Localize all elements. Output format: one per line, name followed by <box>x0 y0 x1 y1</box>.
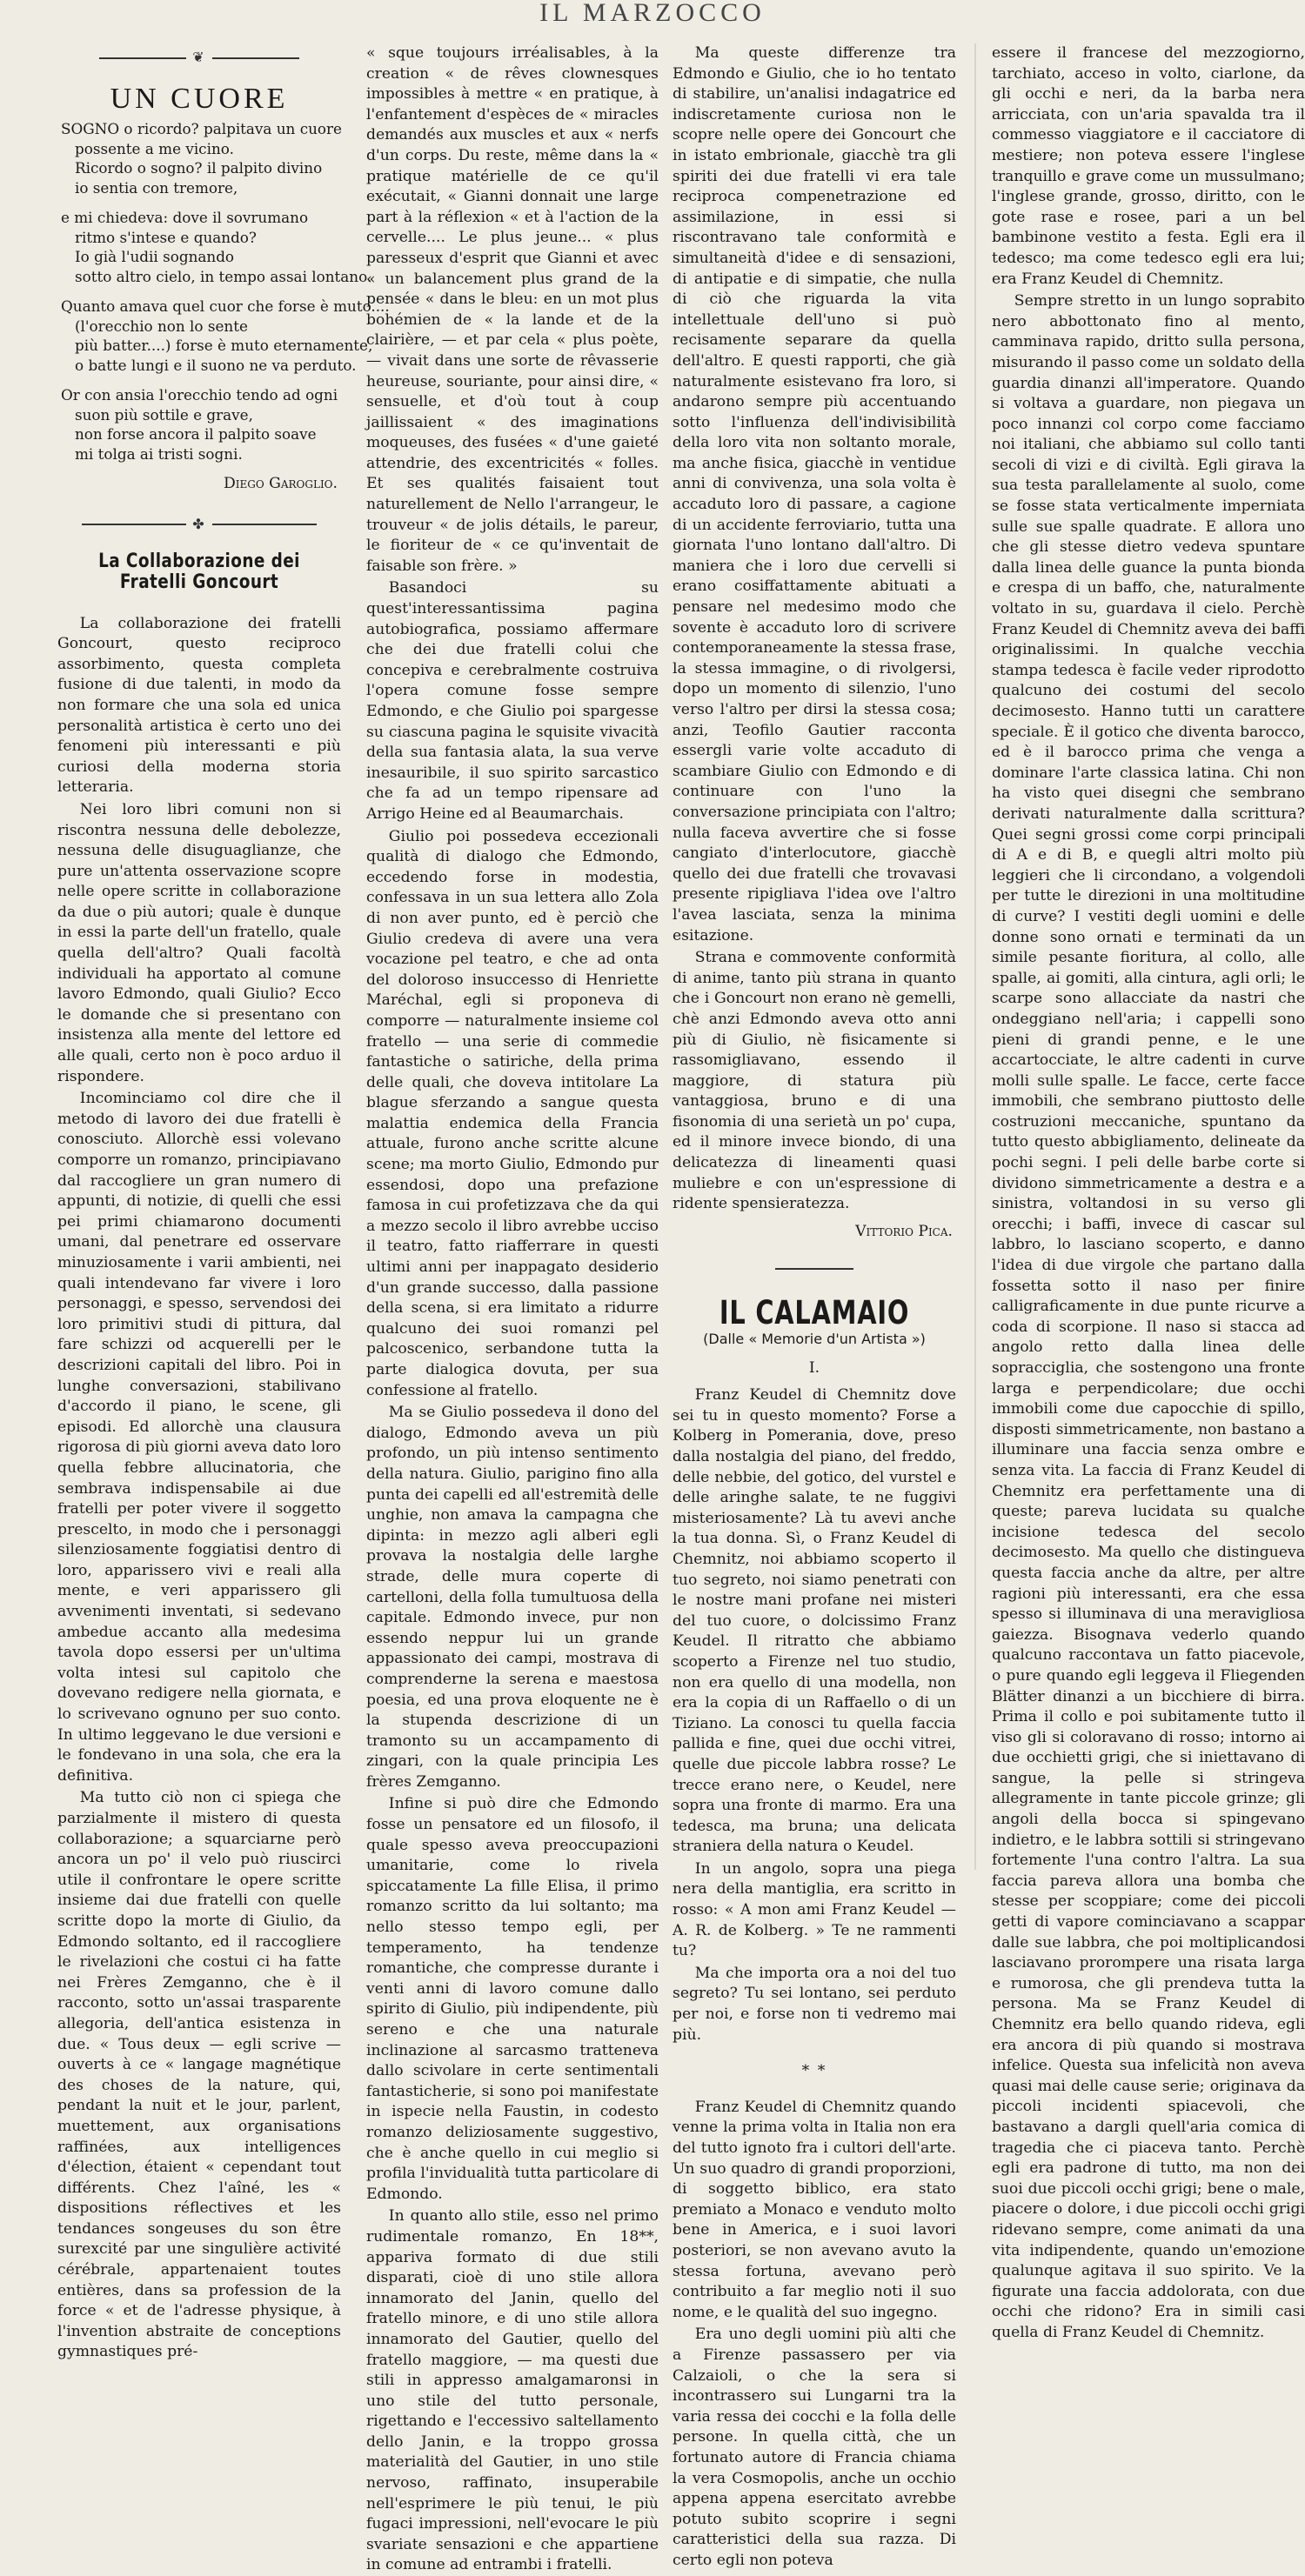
paragraph: La collaborazione dei fratelli Goncourt, questo reciproco assorbimento, questa completa fusione di due talenti, in modo da non formare che una sola ed unica personalità artistica è certo uno dei fenomeni più interessanti e più curiosi della moderna storia letteraria. <box>57 614 341 797</box>
section-rule <box>775 1268 853 1270</box>
top-ornament: ❦ <box>57 47 341 68</box>
paragraph: Strana e commovente conformità di anime, tanto più strana in quanto che i Goncourt non erano nè gemelli, chè anzi Edmondo aveva otto anni più di Giulio, nè fisicamente si rassomigliavano, essendo il maggiore, di statura più vantaggiosa, bruno e di una fisonomia di una serietà un po' cupa, ed il minore invece biondo, di una delicatezza di lineamenti quasi muliebre e con un'espressione di ridente spensieratezza. <box>673 949 956 1213</box>
poem-title: UN CUORE <box>110 82 289 115</box>
article-title: La Collaborazione dei Fratelli Goncourt <box>98 550 300 593</box>
divider-ornament: ✤ <box>57 514 341 535</box>
paragraph: Sempre stretto in un lungo soprabito nero abbottonato fino al mento, camminava rapido, dritto sulla persona, misurando il passo come un soldato della guardia dinanzi all'imperatore. Quando si voltava a guardare, non piegava un poco innanzi col corpo come facciamo noi italiani, che abbiamo sul collo tanti secoli di vizi e di civiltà. Egli girava la sua testa parallelamente al suolo, come se fosse stata verticalmente imperniata sulle sue spalle quadrate. E allora uno che gli stesse dietro vedeva spuntare dalla linea delle guance la punta bionda e crespa di un baffo, che, naturalmente voltato in su, guardava il cielo. Perchè Franz Keudel di Chemnitz aveva dei baffi originalissimi. In qualche vecchia stampa tedesca è facile veder riprodotto qualcuno dei costumi del secolo decimosesto. Hanno tutti un carattere speciale. È il gotico che diventa barocco, ed è il barocco prima che venga a dominare l'arte classica latina. Chi non ha visto quei disegni che sembrano derivati naturalmente dalla scrittura? Quei segni grossi come corpi principali di A e di B, e quegli altri molto più leggieri che li circondano, a volgendoli per tutte le direzioni in una moltitudine di curve? I vestiti degli uomini e delle donne sono ornati e terminati da un simile pesante fioritura, al collo, alle spalle, ai gomiti, alla cintura, agli orli; le scarpe sono allacciate da nastri che ondeggiano nell'aria; i cappelli sono pieni di grandi penne, e le une accartocciate, le altre cadenti in curve molli sulle spalle. Le facce, certe facce immobili, che sembrano piuttosto delle costruzioni meccaniche, spuntano da tutto questo abbigliamento, delineate da pochi segni. I peli delle barbe corte si dividono simmetricamente a destra e a sinistra, voltandosi in su verso gli orecchi; i baffi, invece di cascar sul labbro, lo lasciano scoperto, e danno l'idea di due virgole che partano dalla fossetta sotto il naso per finire calligraficamente in due punte ricurve a coda di scorpione. Il naso si stacca ad angolo retto dalla linea delle sopracciglia, che sostengono una fronte larga e perpendicolare; due occhi immobili come due capocchie di spillo, disposti simmetricamente, non bastano a illuminare una faccia senza ombre e senza vita. La faccia di Franz Keudel di Chemnitz era perfettamente una di queste; pareva lucidata su qualche incisione tedesca del secolo decimosesto. Ma quello che distingueva questa faccia anche da altre, per altre ragioni più interessanti, era che essa spesso si illuminava di una meravigliosa gaiezza. Bisognava vederlo quando qualcuno raccontava un fatto piacevole, o pure quando egli leggeva il Fliegenden Blätter dinanzi a un bicchiere di birra. Prima il collo e poi subitamente tutto il viso gli si coloravano di rosso; intorno ai due occhietti grigi, che si iniettavano di sangue, la pelle si stringeva allegramente in tante piccole grinze; gli angoli della bocca si spingevano indietro, e le labbra sottili si stringevano fortemente l'una contro l'altra. La sua faccia pareva allora una bomba che stesse per scoppiare; come dei piccoli getti di vapore cominciavano a scappar dalle sue labbra, che poi moltiplicandosi lasciavano prorompere una risata larga e rumorosa, che gli prendeva tutta la persona. Ma se Franz Keudel di Chemnitz era bello quando rideva, egli era ancora di più quando si mostrava infelice. Questa sua infelicità non aveva quasi mai delle cause serie; originava da piccoli incidenti spiacevoli, che bastavano a dargli quell'aria comica di tragedia che ci piaceva tanto. Perchè egli era padrone di tutto, ma non dei suoi due piccoli occhi grigi; bene o male, piacere o dolore, i due piccoli occhi grigi ridevano sempre, come animati da una vita indipendente, quando un'emozione qualunque agitava il suo spirito. Ve la figurate una faccia addolorata, con due occhi che ridono? Era in simili casi quella di Franz Keudel di Chemnitz. <box>992 292 1305 2341</box>
paragraph: Franz Keudel di Chemnitz dove sei tu in questo momento? Forse a Kolberg in Pomerania, dove, preso dalla nostalgia del piano, del freddo, delle nebbie, del gotico, del vurstel e delle aringhe salate, te ne fuggivi misteriosamente? Là tu avevi anche la tua donna. Sì, o Franz Keudel di Chemnitz, noi abbiamo scoperto il tuo segreto, noi siamo penetrati con le nostre mani profane nei misteri del tuo cuore, o dolcissimo Franz Keudel. Il ritratto che abbiamo scoperto a Firenze nel tuo studio, non era quello di una modella, non era la copia di un Raffaello o di un Tiziano. La conosci tu quella faccia pallida e fine, quei due occhi vitrei, quelle due piccole labbra rosse? Le trecce erano nere, o Keudel, nere sopra una fronte di marmo. Era una tedesca, ma bruna; una delicata straniera della natura o Keudel. <box>673 1386 956 1856</box>
paragraph: Giulio poi possedeva eccezionali qualità di dialogo che Edmondo, eccedendo forse in modestia, confessava in un sua lettera allo Zola di non aver punto, ed è perciò che Giulio credeva di avere una vera vocazione pel teatro, e che ad onta del doloroso insuccesso di Henriette Maréchal, egli si proponeva di comporre — naturalmente insieme col fratello — una serie di commedie fantastiche o satiriche, della prima delle quali, che doveva intitolare La blague sferzando a sangue questa malattia endemica della Francia attuale, furono anche scritte alcune scene; ma morto Giulio, Edmondo pur essendosi, dopo una prefazione famosa in cui profetizzava che da qui a mezzo secolo il libro avrebbe ucciso il teatro, fatto riafferrare in questi ultimi anni per inappagato desiderio d'un grande successo, dalla passione della scena, si era limitato a ridurre qualcuno dei suoi romanzi pel palcoscenico, serbandone tutta la parte dialogica dovuta, per sua confessione al fratello. <box>366 827 659 1399</box>
article-subtitle: (Dalle « Memorie d'un Artista ») <box>703 1331 926 1348</box>
article-title: IL CALAMAIO <box>719 1294 910 1332</box>
column-2 <box>366 43 659 2574</box>
section-number: I. <box>808 1358 820 1377</box>
poem-stanza: SOGNO o ricordo? palpitava un cuore possente a me vicino. Ricordo o sogno? il palpito divino io sentia con tremore, <box>61 120 342 197</box>
column-3 <box>673 43 956 2569</box>
paragraph: Franz Keudel di Chemnitz quando venne la prima volta in Italia non era del tutto ignoto fra i cultori dell'arte. Un suo quadro di grandi proporzioni, di soggetto biblico, era stato premiato a Monaco e venduto molto bene in America, e i suoi lavori posteriori, se non avevano avuto la stessa fortuna, avevano però contribuito a far meglio noti il suo nome, e le qualità del suo ingegno. <box>673 2098 956 2321</box>
paragraph: « sque toujours irréalisables, à la creation « de rêves clownesques impossibles à mettre « en pratique, à l'enfantement d'espèces de « miracles demandés aux muscles et aux « nerfs d'un corps. Du reste, même dans la « pratique matérielle de ce qu'il exécutait, « Gianni donnait une large part à la réflexion « et à l'action de la cervelle.... Le plus jeune... « plus paresseux d'esprit que Gianni et avec « un balancement plus grand de la pensée « dans le bleu: en un mot plus bohémien de « la lande et de la clairière, — et par cela « plus poète, — vivait dans une sorte de rêvasserie heureuse, souriante, pour ainsi dire, « sensuelle, et d'où tout à coup jaillissaient « des imaginations moqueuses, des fusées « d'une gaieté attendrie, des excentricités « folles. Et ses qualités faisaient tout naturellement de Nello l'arrangeur, le trouveur « de jolis détails, le pareur, le fioriteur de « ce qu'inventait de faisable son frère. » <box>366 44 659 575</box>
paragraph: Infine si può dire che Edmondo fosse un pensatore ed un filosofo, il quale spesso aveva preoccupazioni umanitarie, come lo rivela spiccatamente La fille Elisa, il primo romanzo scritto da lui soltanto; ma nello stesso tempo egli, per temperamento, ha tendenze romantiche, che compresse durante i venti anni di lavoro comune dallo spirito di Giulio, più indipendente, più sereno e che una naturale inclinazione al sarcasmo tratteneva dallo scivolare in certe sentimentali fantasticherie, si sono poi manifestate in ispecie nella Faustin, in codesto romanzo deliziosamente suggestivo, che è anche quello in cui meglio si profila l'invidualità tutta particolare di Edmondo. <box>366 1795 659 2203</box>
paragraph: Incominciamo col dire che il metodo di lavoro dei due fratelli è conosciuto. Allorchè essi volevano comporre un romanzo, principiavano dal raccogliere un gran numero di appunti, di notizie, di quelli che essi pei primi chiamarono documenti umani, dal penetrare ed osservare minuziosamente i varii ambienti, nei quali intendevano far vivere i loro personaggi, e spesso, servendosi dei loro primitivi studi di pittura, dal fare schizzi od acquerelli per le descrizioni capitali del libro. Poi in lunghe conversazioni, stabilivano d'accordo il piano, le scene, gli episodi. Ed allorchè una clausura rigorosa di più giorni aveva dato loro quella febbre allucinatoria, che sembrava indispensabile ai due fratelli per poter vivere il soggetto prescelto, in modo che i personaggi silenziosamente foggiatisi dentro di loro, apparissero vivi e reali alla mente, e veri apparissero gli avvenimenti inventati, si sedevano ambedue accanto alla medesima tavola dopo essersi per un'ultima volta intesi sul capitolo che dovevano redigere nella giornata, e lo scrivevano ognuno per suo conto. In ultimo leggevano le due versioni e le fondevano in una sola, che era la definitiva. <box>57 1090 341 1785</box>
paragraph: essere il francese del mezzogiorno, tarchiato, acceso in volto, ciarlone, da gli occhi e neri, da la barba nera arricciata, con un'aria spavalda tra il commesso viaggiatore e il cacciatore di mestiere; non poteva essere l'inglese tranquillo e grave come un mussulmano; l'inglese grande, grosso, diritto, con le gote rase e rosee, pari a un bel bambinone vestito a festa. Egli era il tedesco; ma come tedesco egli era lui; era Franz Keudel di Chemnitz. <box>992 44 1305 288</box>
column-4 <box>992 43 1305 2341</box>
paragraph: Ma tutto ciò non ci spiega che parzialmente il mistero di questa collaborazione; a squarciarne però ancora un po' il velo può riuscirci utile il confrontare le opere scritte insieme dai due fratelli con quelle scritte dopo la morte di Giulio, da Edmondo soltanto, ed il raccogliere le rivelazioni che costui ci ha fatte nei Frères Zemganno, che è il racconto, sotto un'assai trasparente allegoria, dell'antica esistenza in due. « Tous deux — egli scrive — ouverts à ce « langage magnétique des choses de la nature, qui, pendant la nuit et le jour, parlent, muettement, aux organisations raffinées, aux intelligences d'élection, étaient « cependant tout différents. Chez l'aîné, les « dispositions réflectives et les tendances songeuses du son être surexcité par une singulière activité cérébrale, appartenaient toutes entières, dans sa profession de la force « et de l'adresse physique, à l'invention abstraite de conceptions gymnastiques pré- <box>57 1789 341 2361</box>
masthead: IL MARZOCCO <box>539 0 766 27</box>
poem-stanza: e mi chiedeva: dove il sovrumano ritmo s'intese e quando? Io già l'udii sognando sotto altro cielo, in tempo assai lontano. <box>61 209 372 285</box>
paragraph: Ma queste differenze tra Edmondo e Giulio, che io ho tentato di stabilire, un'analisi indagatrice ed indiscretamente curiosa non le scopre nelle opere dei Goncourt che in istato embrionale, giacchè tra gli spiriti dei due fratelli vi era tale reciproca compenetrazione ed assimilazione, in essi si riscontravano tale conformità e simultaneità d'idee e di sensazioni, di antipatie e di simpatie, che nulla di ciò che riguarda la vita intellettuale dell'uno si può recisamente separare da quella dell'altro. E questi rapporti, che già naturalmente esistevano fra loro, si andarono sempre più accentuando sotto l'influenza dell'indivisibilità della loro vita non soltanto morale, ma anche fisica, giacchè in ventidue anni di convivenza, una sola volta è accaduto loro di passare, a cagione di un accidente ferroviario, tutta una giornata l'uno lontano dall'altro. Di maniera che i loro due cervelli si erano cosiffattamente abituati a pensare nel medesimo modo che sovente è accaduto loro di scrivere contemporaneamente la stessa frase, la stessa immagine, o di rivolgersi, dopo un momento di silenzio, l'uno verso l'altro per dirsi la stessa cosa; anzi, Teofilo Gautier racconta essergli varie volte accaduto di scambiare Giulio con Edmondo e di continuare con l'uno la conversazione principiata con l'altro; nulla faceva avvertire che si fosse cangiato d'interlocutore, giacchè quello dei due fratelli che trovavasi presente ripigliava l'idea ove l'altro l'avea lasciata, senza la minima esitazione. <box>673 44 956 944</box>
paragraph: In quanto allo stile, esso nel primo rudimentale romanzo, En 18**, appariva formato di due stili disparati, cioè di uno stile allora innamorato del Janin, quello del fratello minore, e di uno stile allora innamorato del Gautier, quello del fratello maggiore, — ma questi due stili in appresso amalgamaronsi in uno stile del tutto personale, rigettando e l'eccessivo saltellamento dello Janin, e la troppo grossa materialità del Gautier, in uno stile nervoso, raffinato, insuperabile nell'esprimere le più tenui, le più fugaci impressioni, nell'evocare le più svariate sensazioni e che appartiene in comune ad entrambi i fratelli. <box>366 2207 659 2574</box>
paragraph: Basandoci su quest'interessantissima pagina autobiografica, possiamo affermare che dei due fratelli colui che concepiva e cerebralmente costruiva l'opera comune fosse sempre Edmondo, e che Giulio poi spargesse su ciascuna pagina le squisite vivacità della sua fantasia alata, la sua verve inesauribile, il suo spirito sarcastico che fa ad un tempo ripensare ad Arrigo Heine ed al Beaumarchais. <box>366 579 659 823</box>
paragraph: Ma che importa ora a noi del tuo segreto? Tu sei lontano, sei perduto per noi, e forse non ti vedremo mai più. <box>673 1964 956 2044</box>
paragraph: Era uno degli uomini più alti che a Firenze passassero per via Calzaioli, o che la sera si incontrassero sui Lungarni tra la varia ressa dei cocchi e la folla delle persone. In quella città, che un fortunato autore di Francia chiama la vera Cosmopolis, anche un occhio appena appena esercitato avrebbe potuto subito scoprire i segni caratteristici della sua razza. Di certo egli non poteva <box>673 2326 956 2569</box>
paragraph: In un angolo, sopra una piega nera della mantiglia, era scritto in rosso: « A mon ami Franz Keudel — A. R. de Kolberg. » Te ne rammenti tu? <box>673 1859 956 1960</box>
column-1 <box>57 43 390 2361</box>
paragraph: Ma se Giulio possedeva il dono del dialogo, Edmondo aveva un più profondo, un più intenso sentimento della natura. Giulio, parigino fino alla punta dei capelli ed all'estremità delle unghie, non amava la campagna che dipinta: in mezzo agli alberi egli provava la nostalgia delle larghe strade, delle mura coperte di cartelloni, della folla tumultuosa della capitale. Edmondo invece, pur non essendo neppur lui un grande appassionato dei campi, mostrava di comprenderne la serena e maestosa poesia, ed una prova eloquente ne è la stupenda descrizione di un tramonto su un accampamento di zingari, con la quale principia Les frères Zemganno. <box>366 1404 659 1791</box>
section-separator: * * <box>801 2062 827 2080</box>
paragraph: Nei loro libri comuni non si riscontra nessuna delle debolezze, nessuna delle disuguaglianze, che pure un'attenta osservazione scopre nelle opere scritte in collaborazione da due o più autori; quale è dunque in essi la parte dell'un fratello, quale quella dell'altro? Quali facoltà individuali ha apportato al comune lavoro Edmondo, quali Giulio? Ecco le domande che si presentano con insistenza alla mente del lettore ed alle quali, certo non è poco arduo il rispondere. <box>57 800 341 1085</box>
page-fold <box>974 43 976 1870</box>
article-author: Vittorio Pica. <box>855 1222 953 1240</box>
poem-stanza: Or con ansia l'orecchio tendo ad ogni suon più sottile e grave, non forse ancora il palpito soave mi tolga ai tristi sogni. <box>61 386 338 463</box>
poem-author: Diego Garoglio. <box>223 475 338 493</box>
poem-stanza: Quanto amava quel cuor che forse è muto.... (l'orecchio non lo sente più batter....) forse è muto eternamente, o batte lungi e il suono ne va perduto. <box>61 297 390 374</box>
